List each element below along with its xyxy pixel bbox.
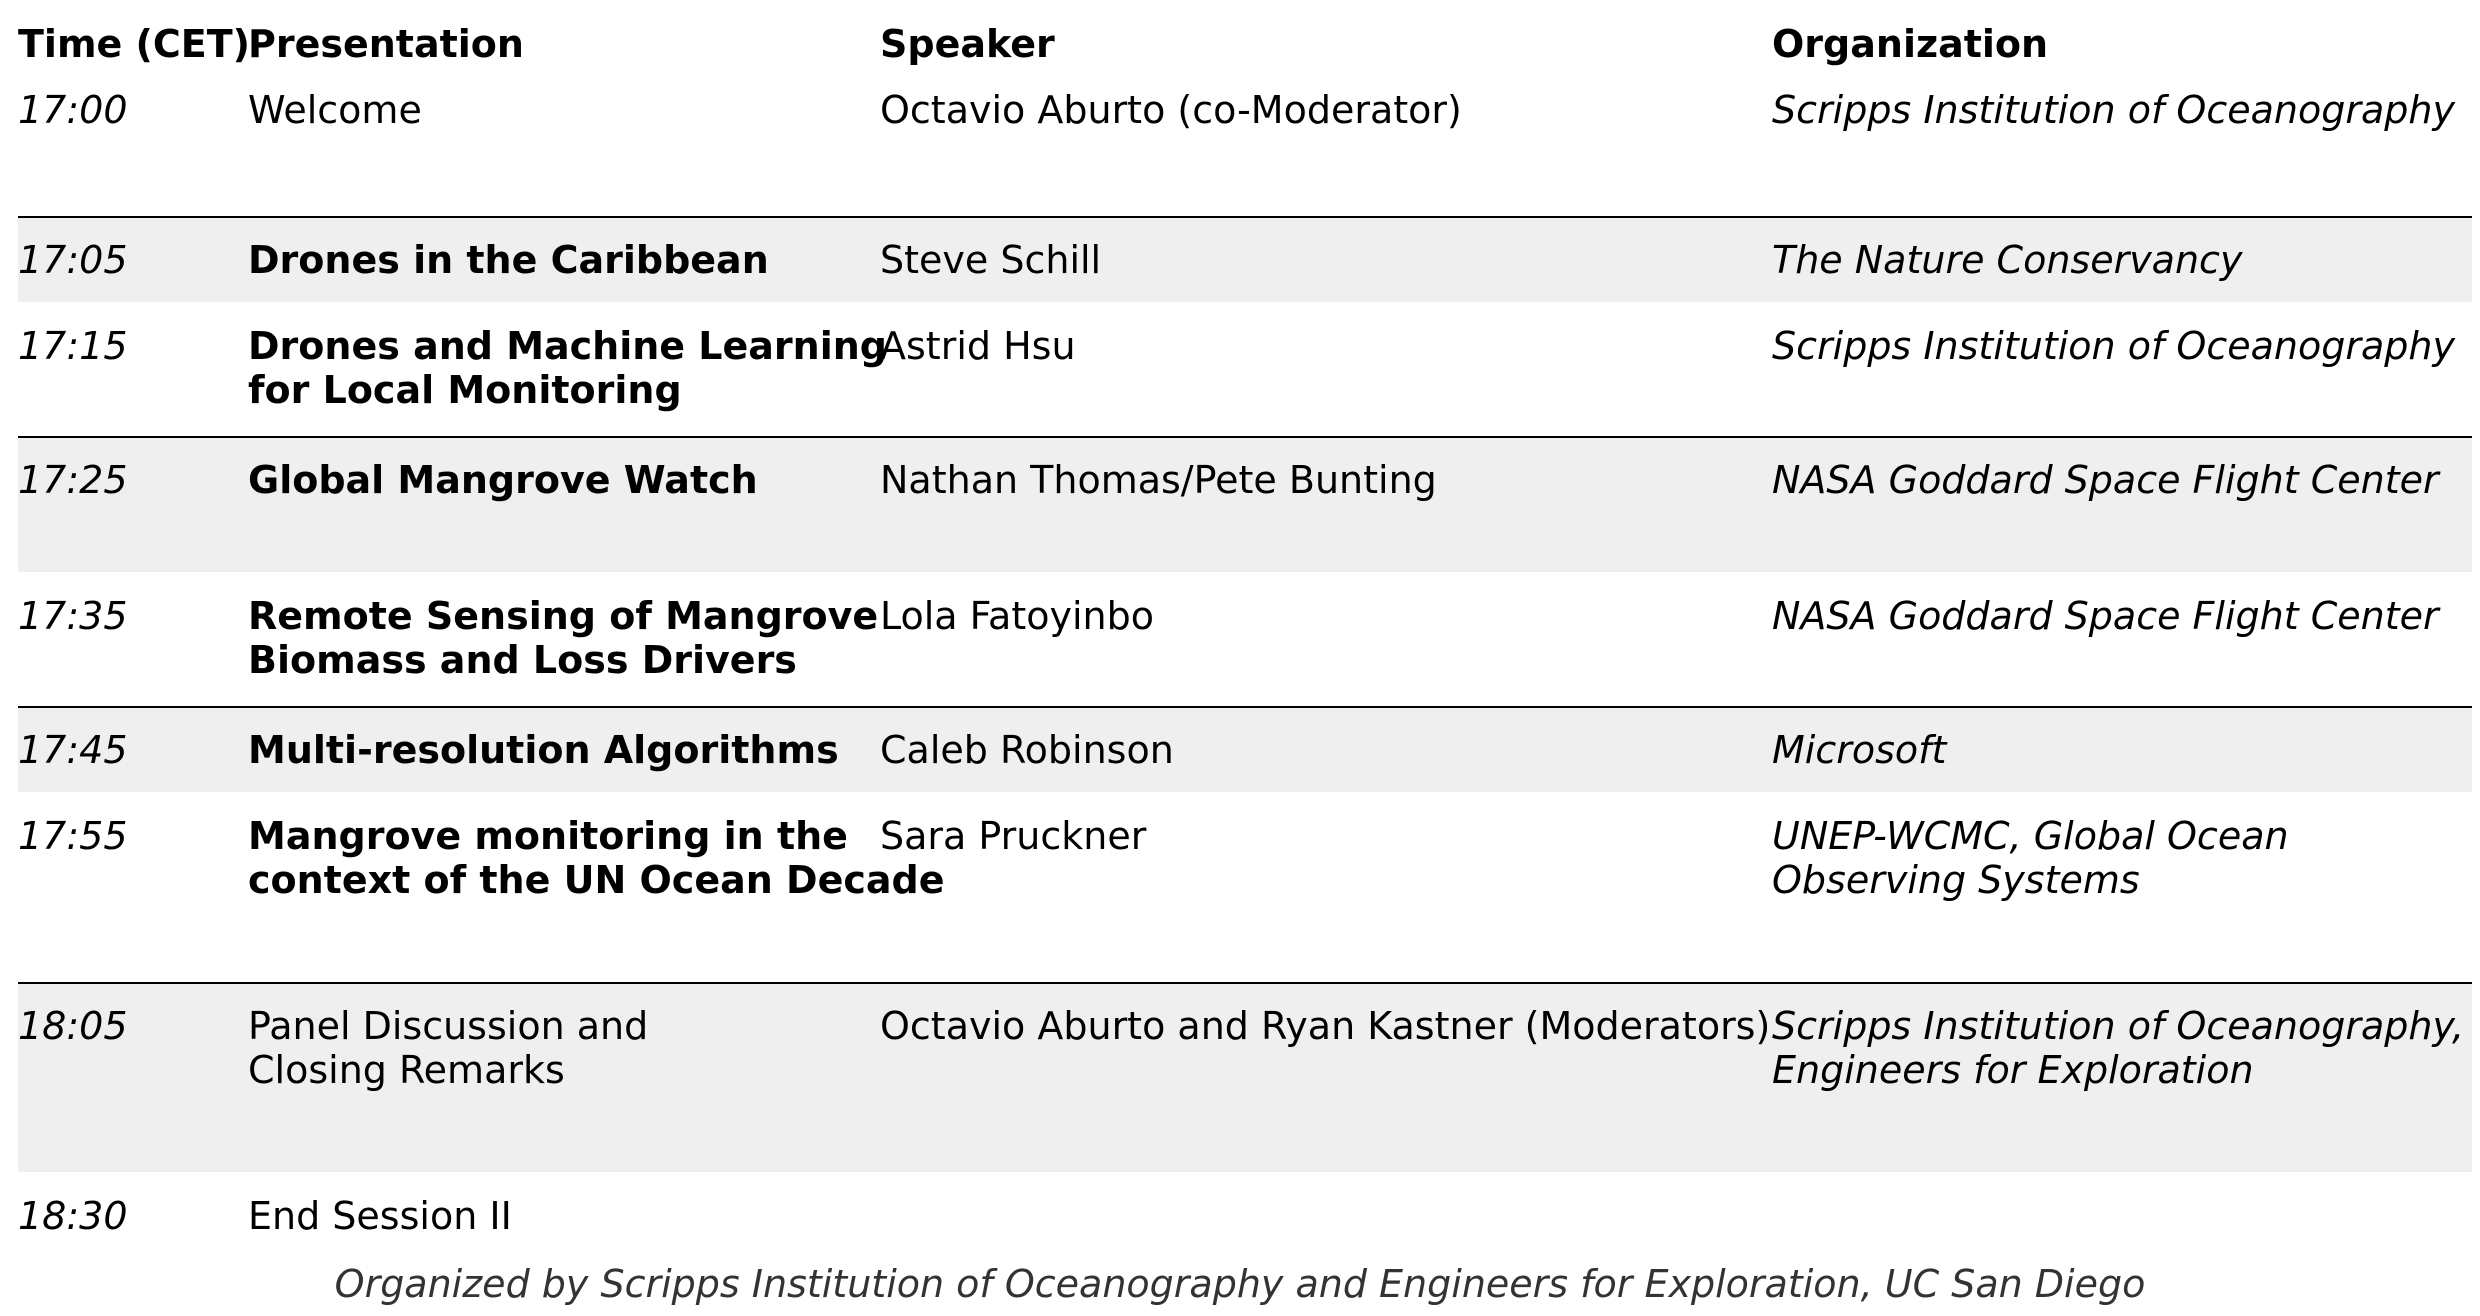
- row-organization: [1772, 1004, 2464, 1092]
- row-presentation: [248, 458, 758, 502]
- presentation-line: Biomass and Loss Drivers: [248, 638, 797, 682]
- presentation-line: Drones in the Caribbean: [248, 238, 769, 282]
- presentation-line: Welcome: [248, 88, 422, 132]
- presentation-line: Remote Sensing of Mangrove: [248, 594, 879, 638]
- row-time: 17:35: [18, 594, 128, 638]
- row-time: 17:45: [18, 728, 128, 772]
- row-time: 17:25: [18, 458, 128, 502]
- row-speaker: Octavio Aburto and Ryan Kastner (Moderators): [880, 1004, 1771, 1048]
- presentation-line: Global Mangrove Watch: [248, 458, 758, 502]
- organization-line: Scripps Institution of Oceanography: [1772, 88, 2455, 132]
- header-time: Time (CET): [18, 22, 251, 66]
- row-presentation: [248, 238, 769, 282]
- row-time: 17:55: [18, 814, 128, 858]
- row-time: 18:05: [18, 1004, 128, 1048]
- presentation-line: Mangrove monitoring in the: [248, 814, 848, 858]
- organization-line: The Nature Conservancy: [1772, 238, 2243, 282]
- table-row: [18, 436, 2472, 572]
- table-row: [18, 982, 2472, 1172]
- table-header: [18, 0, 2472, 66]
- organization-line: UNEP-WCMC, Global Ocean: [1772, 814, 2289, 858]
- row-speaker: Octavio Aburto (co-Moderator): [880, 88, 1462, 132]
- organization-line: Scripps Institution of Oceanography: [1772, 324, 2455, 368]
- table-row: [18, 792, 2472, 982]
- row-organization: [1772, 814, 2289, 902]
- row-speaker: Lola Fatoyinbo: [880, 594, 1154, 638]
- schedule-table: [18, 0, 2472, 1262]
- row-time: 17:15: [18, 324, 128, 368]
- organization-line: Scripps Institution of Oceanography,: [1772, 1004, 2465, 1048]
- presentation-line: for Local Monitoring: [248, 368, 682, 412]
- row-presentation: [248, 88, 422, 132]
- row-time: 17:00: [18, 88, 128, 132]
- row-organization: [1772, 458, 2439, 502]
- presentation-line: End Session II: [248, 1194, 512, 1238]
- row-organization: [1772, 728, 1946, 772]
- organization-line: Engineers for Exploration: [1772, 1048, 2254, 1092]
- table-row: [18, 216, 2472, 302]
- row-speaker: Astrid Hsu: [880, 324, 1076, 368]
- row-speaker: Caleb Robinson: [880, 728, 1174, 772]
- presentation-line: Closing Remarks: [248, 1048, 565, 1092]
- organization-line: Microsoft: [1772, 728, 1947, 772]
- presentation-line: Multi-resolution Algorithms: [248, 728, 839, 772]
- presentation-line: Drones and Machine Learning: [248, 324, 888, 368]
- header-organization: Organization: [1772, 22, 2049, 66]
- row-organization: [1772, 88, 2455, 132]
- table-row: [18, 706, 2472, 792]
- organization-line: NASA Goddard Space Flight Center: [1772, 458, 2439, 502]
- row-presentation: [248, 594, 878, 682]
- organizer-footer: Organized by Scripps Institution of Oceanography and Engineers for Exploration, UC San Diego: [334, 1262, 2146, 1306]
- table-row: [18, 1172, 2472, 1262]
- table-row: [18, 302, 2472, 436]
- row-presentation: [248, 1194, 512, 1238]
- row-presentation: [248, 1004, 648, 1092]
- row-organization: [1772, 324, 2455, 368]
- row-speaker: Sara Pruckner: [880, 814, 1147, 858]
- header-speaker: Speaker: [880, 22, 1055, 66]
- organization-line: Observing Systems: [1772, 858, 2140, 902]
- row-organization: [1772, 238, 2242, 282]
- row-organization: [1772, 594, 2439, 638]
- row-presentation: [248, 324, 887, 412]
- table-row: [18, 572, 2472, 706]
- row-presentation: [248, 814, 945, 902]
- header-presentation: Presentation: [248, 22, 524, 66]
- organization-line: NASA Goddard Space Flight Center: [1772, 594, 2439, 638]
- row-time: 17:05: [18, 238, 128, 282]
- presentation-line: context of the UN Ocean Decade: [248, 858, 945, 902]
- row-presentation: [248, 728, 839, 772]
- row-speaker: Steve Schill: [880, 238, 1102, 282]
- table-row: [18, 66, 2472, 216]
- row-speaker: Nathan Thomas/Pete Bunting: [880, 458, 1437, 502]
- presentation-line: Panel Discussion and: [248, 1004, 649, 1048]
- row-time: 18:30: [18, 1194, 128, 1238]
